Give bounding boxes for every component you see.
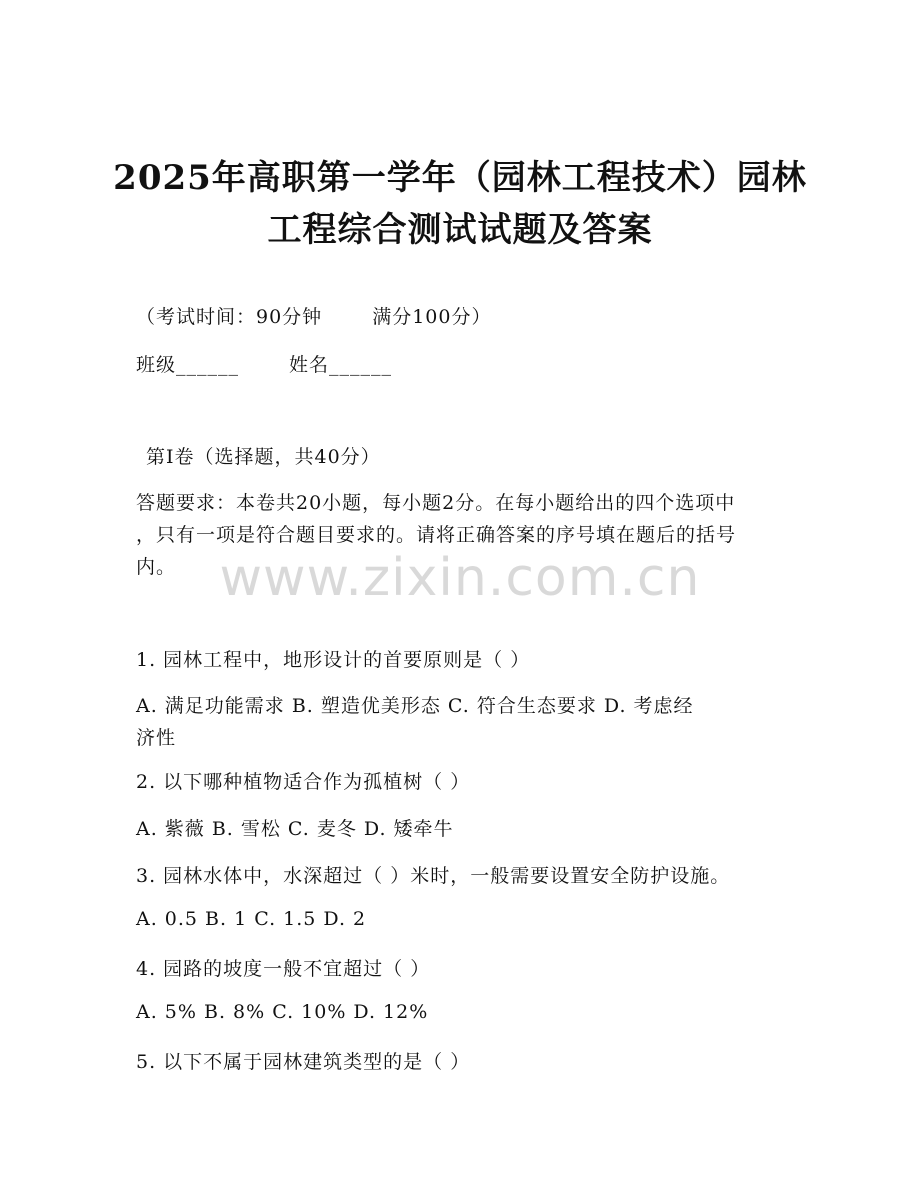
watermark: www.zixin.com.cn: [219, 548, 701, 608]
document-title-line-2: 工程综合测试试题及答案: [267, 210, 653, 250]
question-5-stem: 5. 以下不属于园林建筑类型的是（ ）: [136, 1051, 471, 1073]
question-4-options: A. 5% B. 8% C. 10% D. 12%: [136, 1001, 429, 1023]
student-info: [136, 350, 392, 377]
question-4-stem: 4. 园路的坡度一般不宜超过（ ）: [136, 958, 431, 980]
name-field: 姓名______: [289, 354, 393, 376]
instructions-line-2: ，只有一项是符合题目要求的。请将正确答案的序号填在题后的括号: [136, 524, 737, 546]
section-title: 第Ⅰ卷（选择题，共40分）: [146, 446, 381, 468]
question-1-stem: 1. 园林工程中，地形设计的首要原则是（ ）: [136, 649, 531, 671]
class-field: 班级______: [136, 354, 240, 376]
exam-info: [136, 302, 491, 329]
question-3-options: A. 0.5 B. 1 C. 1.5 D. 2: [136, 908, 367, 930]
exam-full-score: 满分100分）: [372, 306, 492, 328]
question-2-options: A. 紫薇 B. 雪松 C. 麦冬 D. 矮牵牛: [136, 818, 454, 840]
instructions-line-3: 内。: [136, 556, 177, 578]
exam-time: （考试时间：90分钟: [136, 306, 323, 328]
instructions-line-1: 答题要求：本卷共20小题，每小题2分。在每小题给出的四个选项中: [136, 492, 736, 514]
question-2-stem: 2. 以下哪种植物适合作为孤植树（ ）: [136, 771, 471, 793]
question-3-stem: 3. 园林水体中，水深超过（ ）米时，一般需要设置安全防护设施。: [136, 865, 731, 887]
question-1-options-line-1: A. 满足功能需求 B. 塑造优美形态 C. 符合生态要求 D. 考虑经: [136, 695, 694, 717]
question-1-options-line-2: 济性: [136, 727, 177, 749]
document-title-line-1: 2025年高职第一学年（园林工程技术）园林: [113, 158, 807, 198]
